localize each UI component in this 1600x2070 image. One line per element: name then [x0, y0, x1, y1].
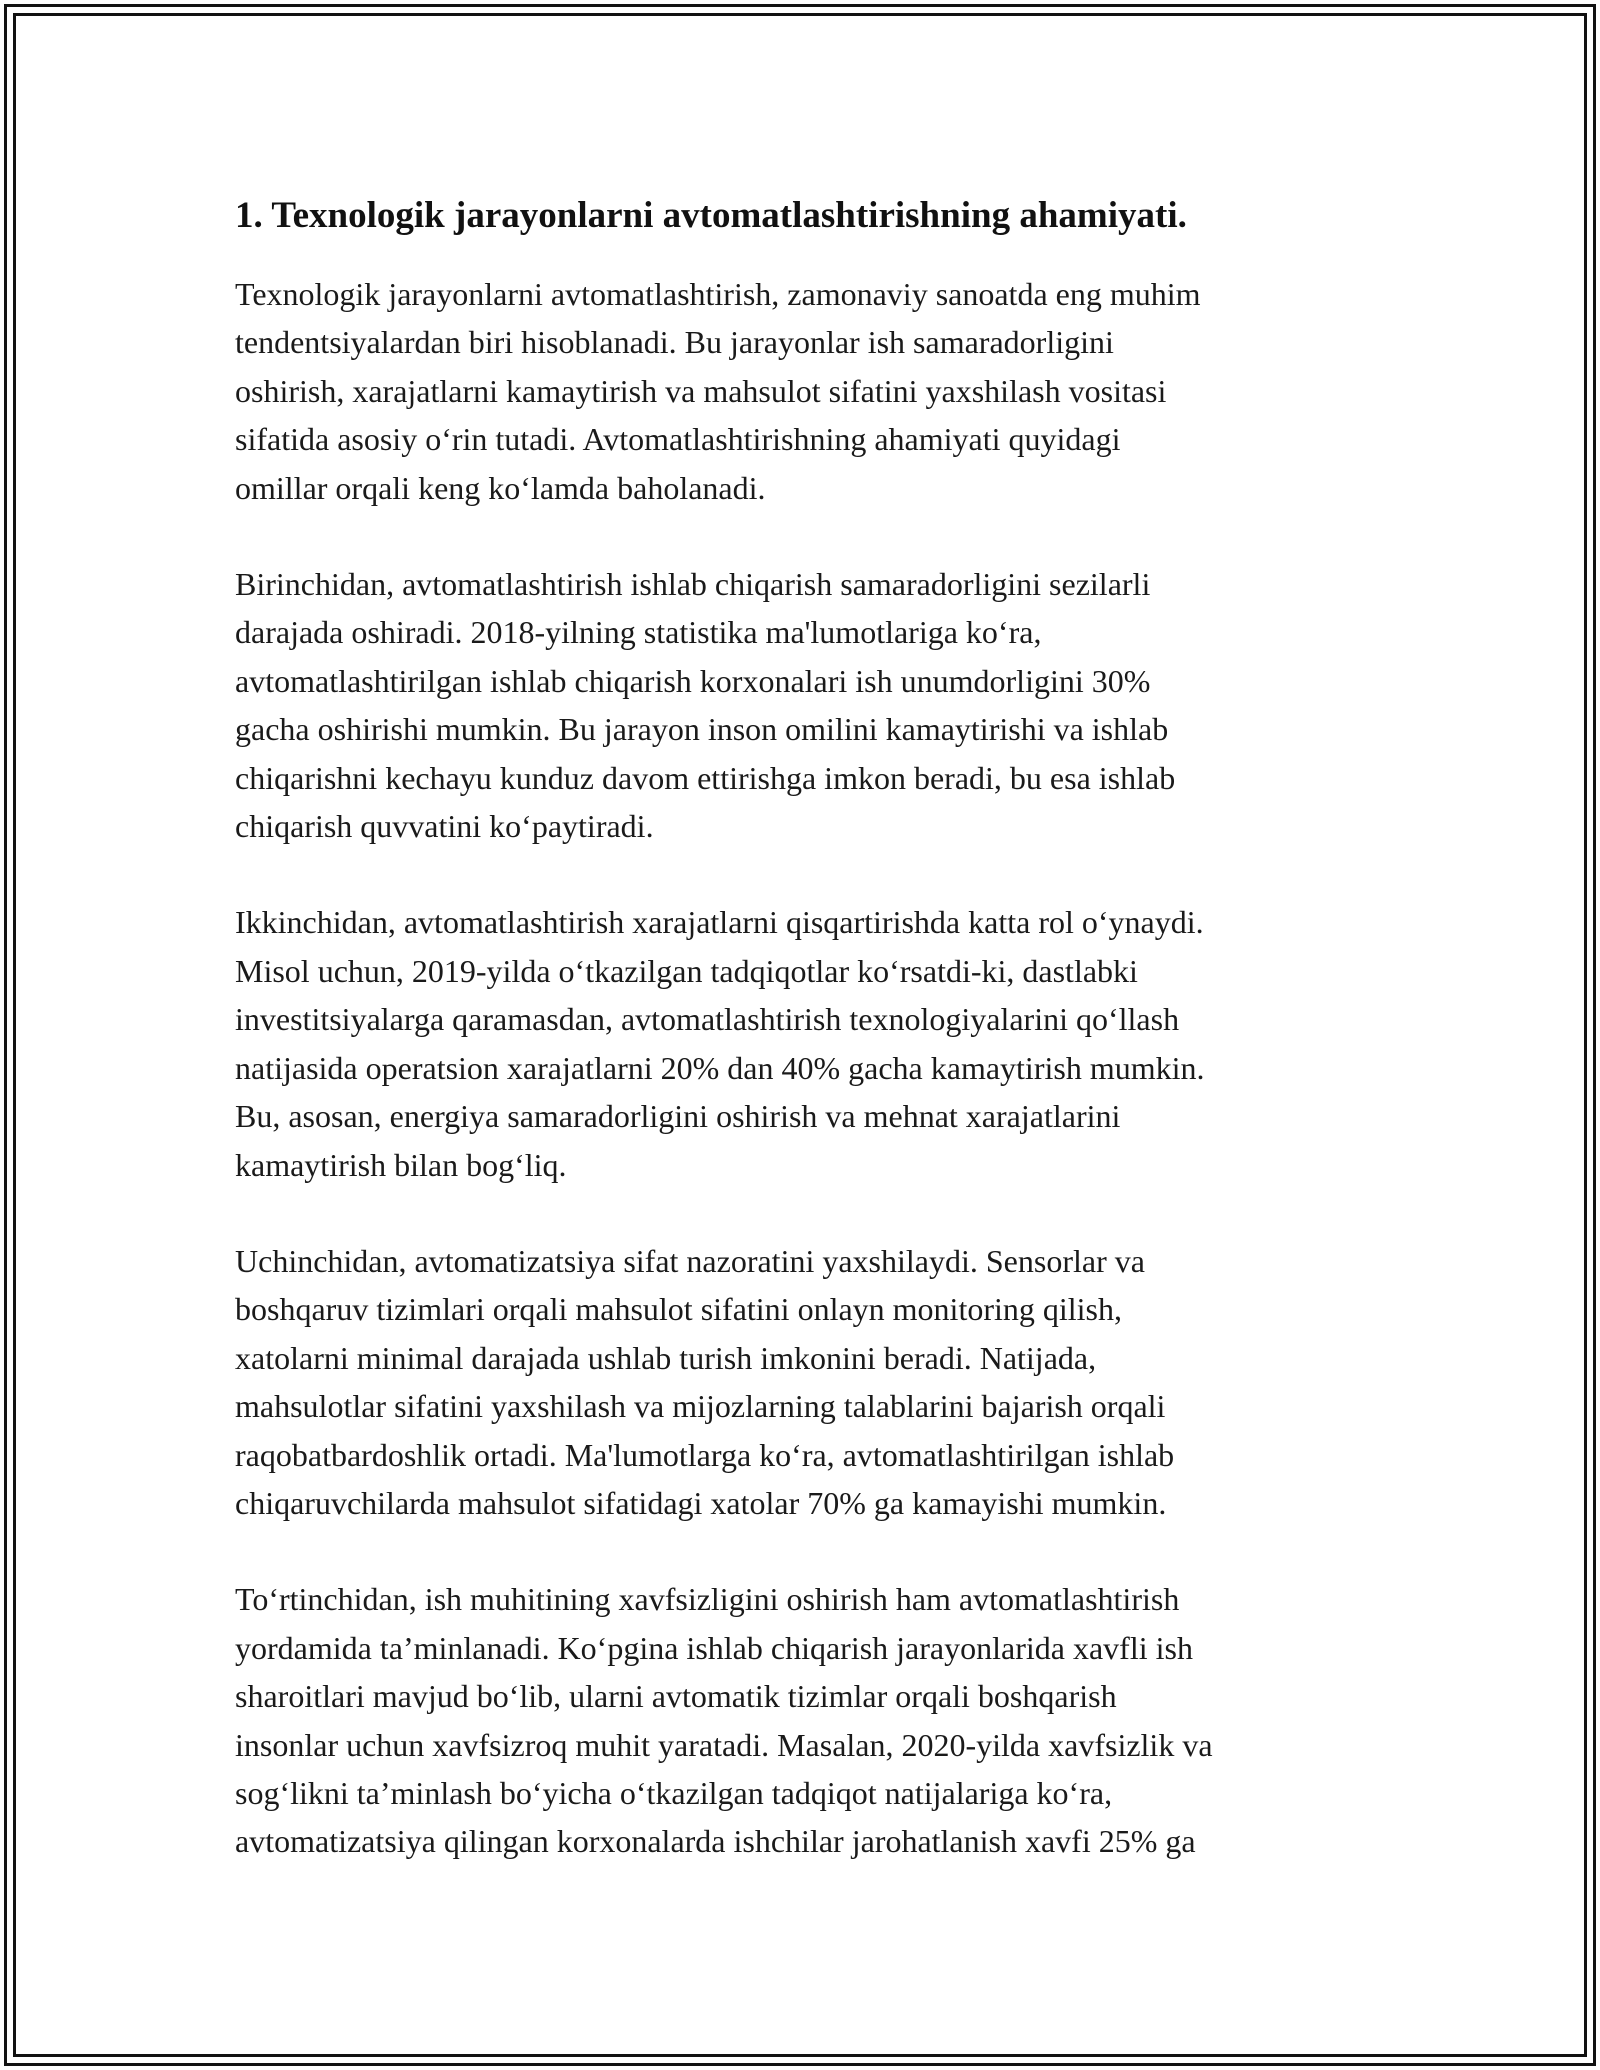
section-heading: 1. Texnologik jarayonlarni avtomatlashtirishning ahamiyati. — [235, 195, 1187, 236]
paragraph-intro: Texnologik jarayonlarni avtomatlashtirish, zamonaviy sanoatda eng muhim tendentsiyalardan biri hisoblanadi. Bu jarayonlar ish samaradorligini oshirish, xarajatlarni kamaytirish va mahsulot sifatini yaxshilash vositasi sifatida asosiy oʻrin tutadi. Avtomatlashtirishning ahamiyati quyidagi omillar orqali keng koʻlamda baholanadi. — [235, 276, 1201, 506]
paragraph-second: Ikkinchidan, avtomatlashtirish xarajatlarni qisqartirishda katta rol oʻynaydi. Misol uchun, 2019-yilda oʻtkazilgan tadqiqotlar koʻrsatdi-ki, dastlabki investitsiyalarga qaramasdan, avtomatlashtirish texnologiyalarini qoʻllash natijasida operatsion xarajatlarni 20% dan 40% gacha kamaytirish mumkin. Bu, asosan, energiya samaradorligini oshirish va mehnat xarajatlarini kamaytirish bilan bogʻliq. — [235, 904, 1205, 1183]
paragraph-fourth: Toʻrtinchidan, ish muhitining xavfsizligini oshirish ham avtomatlashtirish yordamida taʼminlanadi. Koʻpgina ishlab chiqarish jarayonlarida xavfli ish sharoitlari mavjud boʻlib, ularni avtomatik tizimlar orqali boshqarish insonlar uchun xavfsizroq muhit yaratadi. Masalan, 2020-yilda xavfsizlik va sogʻlikni taʼminlash boʻyicha oʻtkazilgan tadqiqot natijalariga koʻra, avtomatizatsiya qilingan korxonalarda ishchilar jarohatlanish xavfi 25% ga — [235, 1581, 1213, 1860]
paragraph-third: Uchinchidan, avtomatizatsiya sifat nazoratini yaxshilaydi. Sensorlar va boshqaruv tizimlari orqali mahsulot sifatini onlayn monitoring qilish, xatolarni minimal darajada ushlab turish imkonini beradi. Natijada, mahsulotlar sifatini yaxshilash va mijozlarning talablarini bajarish orqali raqobatbardoshlik ortadi. Ma'lumotlarga koʻra, avtomatlashtirilgan ishlab chiqaruvchilarda mahsulot sifatidagi xatolar 70% ga kamayishi mumkin. — [235, 1242, 1175, 1521]
document-body — [235, 188, 1365, 1914]
paragraph-first: Birinchidan, avtomatlashtirish ishlab chiqarish samaradorligini sezilarli darajada oshiradi. 2018-yilning statistika ma'lumotlariga koʻra, avtomatlashtirilgan ishlab chiqarish korxonalari ish unumdorligini 30% gacha oshirishi mumkin. Bu jarayon inson omilini kamaytirishi va ishlab chiqarishni kechayu kunduz davom ettirishga imkon beradi, bu esa ishlab chiqarish quvvatini koʻpaytiradi. — [235, 566, 1176, 845]
